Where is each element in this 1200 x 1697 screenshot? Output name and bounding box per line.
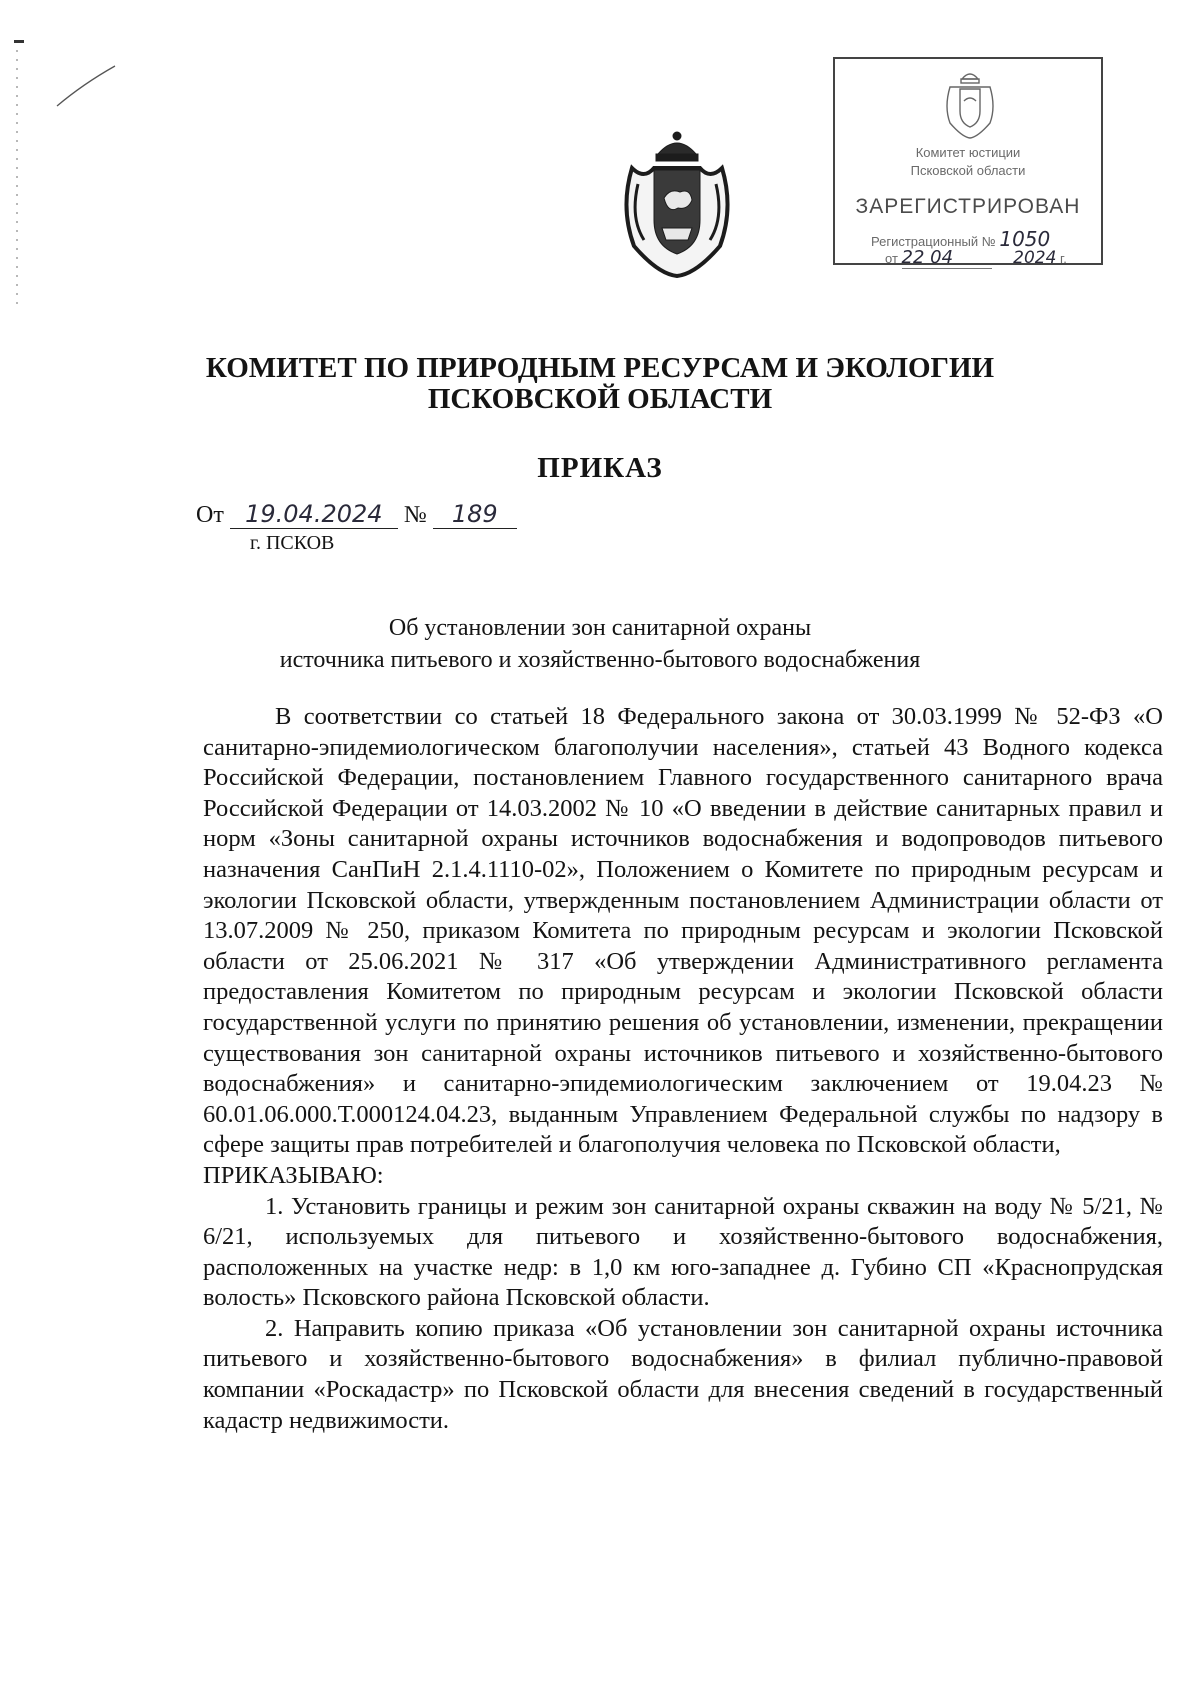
stamp-reg-number-value: 1050 — [999, 227, 1051, 251]
committee-title-line1: КОМИТЕТ ПО ПРИРОДНЫМ РЕСУРСАМ И ЭКОЛОГИИ — [205, 352, 995, 384]
stamp-reg-date-suffix: г. — [1060, 251, 1067, 266]
committee-title-line2: ПСКОВСКОЙ ОБЛАСТИ — [427, 383, 773, 415]
stamp-reg-date-value: 22 04 — [902, 247, 992, 269]
date-from-label: От — [196, 502, 224, 528]
stamp-org-line2: Псковской области — [910, 163, 1026, 178]
subject-line1: Об установлении зон санитарной охраны — [388, 615, 812, 641]
stamp-org-line1: Комитет юстиции — [915, 145, 1021, 160]
document-body — [203, 702, 1163, 1436]
order-word: ПРИКАЗЫВАЮ: — [203, 1161, 384, 1189]
subject-line2: источника питьевого и хозяйственно-бытового водоснабжения — [279, 647, 921, 673]
stamp-reg-date — [885, 247, 1067, 269]
number-label: № — [403, 502, 427, 528]
pen-stroke — [55, 62, 117, 108]
order-date-value: 19.04.2024 — [230, 500, 398, 529]
stamp-status: ЗАРЕГИСТРИРОВАН — [855, 195, 1081, 218]
order-date-number — [196, 500, 517, 529]
coat-of-arms-emblem — [618, 128, 736, 278]
document-type: ПРИКАЗ — [537, 452, 663, 484]
stamp-reg-number-label: Регистрационный № — [871, 234, 996, 249]
order-item-2: 2. Направить копию приказа «Об установлении зон санитарной охраны источника питьевого и хозяйственно-бытового водоснабжения» в филиал публично-правовой компании «Роскадастр» по Псковской области для внесения сведений в государственный кадастр недвижимости. — [203, 1314, 1163, 1434]
scan-artifact-mark — [14, 40, 24, 43]
order-item-1: 1. Установить границы и режим зон санитарной охраны скважин на воду № 5/21, № 6/21, используемых для питьевого и хозяйственно-бытового водоснабжения, расположенных на участке недр: в 1,0 км юго-западнее д. Губино СП «Краснопрудская волость» Псковского района Псковской области. — [203, 1192, 1163, 1312]
stamp-reg-date-year: 2024 — [1013, 248, 1057, 268]
order-number-value: 189 — [433, 500, 517, 529]
registration-stamp — [833, 57, 1103, 268]
scan-artifact-dots — [16, 50, 18, 310]
preamble-paragraph: В соответствии со статьей 18 Федерального закона от 30.03.1999 № 52-ФЗ «О санитарно-эпидемиологическом благополучии населения», статьей 43 Водного кодекса Российской Федерации, постановлением Главного государственного санитарного врача Российской Федерации от 14.03.2002 № 10 «О введении в действие санитарных правил и норм «Зоны санитарной охраны источников водоснабжения и водопроводов питьевого назначения СанПиН 2.1.4.1110-02», Положением о Комитете по природным ресурсам и экологии Псковской области, утвержденным постановлением Администрации области от 13.07.2009 № 250, приказом Комитета по природным ресурсам и экологии Псковской области от 25.06.2021 № 317 «Об утверждении Административного регламента предоставления Комитетом по природным ресурсам и экологии Псковской области государственной услуги по принятию решения об установлении, изменении, прекращении существования зон санитарной охраны источников питьевого и хозяйственно-бытового водоснабжения» и санитарно-эпидемиологическим заключением от 19.04.23 № 60.01.06.000.Т.000124.04.23, выданным Управлением Федеральной службы по надзору в сфере защиты прав потребителей и благополучия человека по Псковской области, — [203, 703, 1163, 1159]
city-name: г. ПСКОВ — [250, 532, 335, 554]
stamp-emblem-icon — [942, 67, 998, 139]
stamp-reg-date-prefix: от — [885, 251, 898, 266]
